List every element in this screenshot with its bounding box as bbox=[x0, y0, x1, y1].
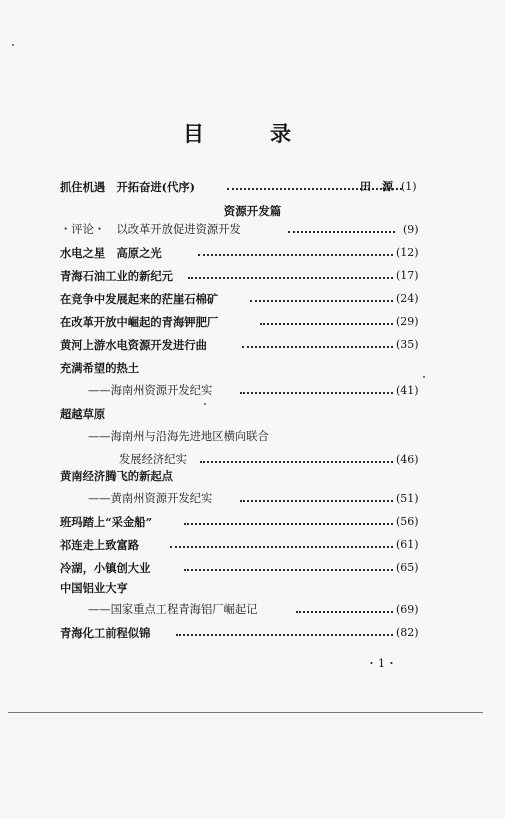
toc-entry bbox=[60, 560, 419, 576]
toc-entry-text: 青海石油工业的新纪元 bbox=[60, 269, 173, 283]
leader-dots bbox=[250, 286, 393, 302]
toc-entry-text: ——海南州与沿海先进地区横向联合 bbox=[88, 430, 269, 443]
toc-entry-text: ・评论・ 以改革开放促进资源开发 bbox=[60, 223, 241, 236]
toc-entry bbox=[60, 360, 398, 376]
toc-entry-text: ——国家重点工程青海铝厂崛起记 bbox=[88, 603, 258, 616]
toc-entry bbox=[60, 514, 419, 530]
toc-entry-page: (61) bbox=[396, 538, 419, 551]
toc-entry-page: (56) bbox=[396, 515, 419, 528]
toc-entry bbox=[60, 452, 419, 468]
scan-speck bbox=[12, 44, 14, 46]
section-heading: 资源开发篇 bbox=[223, 204, 282, 218]
leader-dots bbox=[288, 217, 395, 233]
toc-entry-page: (29) bbox=[396, 315, 419, 328]
leader-dots bbox=[296, 597, 393, 613]
toc-entry-text: 黄河上游水电资源开发进行曲 bbox=[60, 338, 207, 352]
leader-dots bbox=[170, 532, 393, 548]
leader-dots bbox=[184, 555, 393, 571]
toc-entry-text: 在改革开放中崛起的青海钾肥厂 bbox=[60, 315, 219, 329]
toc-entry bbox=[60, 468, 398, 484]
toc-entry-page: (46) bbox=[396, 453, 419, 466]
toc-entry-text: 充满希望的热土 bbox=[60, 361, 140, 375]
toc-entry bbox=[60, 291, 419, 307]
leader-dots bbox=[260, 309, 393, 325]
toc-entry bbox=[60, 580, 398, 596]
toc-entry-page: (35) bbox=[396, 338, 419, 351]
leader-dots bbox=[240, 378, 393, 394]
toc-entry-author: 田 源 bbox=[360, 180, 393, 193]
toc-entry bbox=[60, 625, 419, 641]
leader-dots bbox=[176, 620, 393, 636]
toc-entry-text: 超越草原 bbox=[60, 407, 106, 421]
toc-entry bbox=[60, 429, 398, 445]
toc-entry-text: ——黄南州资源开发纪实 bbox=[88, 492, 213, 505]
toc-entry bbox=[60, 337, 419, 353]
toc-entry-text: 中国铝业大亨 bbox=[60, 581, 128, 595]
toc-entry-page: (65) bbox=[396, 561, 419, 574]
title-char-1: 目 bbox=[183, 121, 206, 146]
toc-entry-text: 班玛踏上“采金船” bbox=[60, 515, 153, 529]
toc-entry-text: 冷湖，小镇创大业 bbox=[60, 561, 151, 575]
toc-entry-text: 水电之星 高原之光 bbox=[60, 246, 162, 260]
toc-entry bbox=[60, 602, 419, 618]
toc-entry-page: (82) bbox=[396, 626, 419, 639]
toc-entry-text: 青海化工前程似锦 bbox=[60, 626, 151, 640]
page-number: ・1・ bbox=[366, 657, 398, 670]
leader-dots bbox=[198, 240, 393, 256]
scan-speck bbox=[423, 376, 425, 378]
toc-entry-text: 祁连走上致富路 bbox=[60, 538, 140, 552]
toc-entry bbox=[60, 314, 419, 330]
toc-entry-page: (41) bbox=[396, 384, 419, 397]
leader-dots bbox=[242, 332, 393, 348]
toc-entry-text: ——海南州资源开发纪实 bbox=[88, 384, 213, 397]
toc-entry bbox=[60, 491, 419, 507]
leader-dots bbox=[184, 509, 393, 525]
toc-entry bbox=[60, 222, 419, 238]
scan-speck bbox=[204, 403, 206, 405]
toc-entry bbox=[60, 383, 419, 399]
toc-entry-page: (24) bbox=[396, 292, 419, 305]
toc-entry-text: 抓住机遇 开拓奋进(代序) bbox=[60, 180, 195, 194]
toc-entry bbox=[60, 537, 419, 553]
toc-entry-text: 发展经济纪实 bbox=[119, 453, 187, 466]
toc-entry-page: (1) bbox=[401, 180, 417, 193]
toc-entry-text: 在竞争中发展起来的茫崖石棉矿 bbox=[60, 292, 219, 306]
toc-entry-preface bbox=[60, 179, 417, 195]
leader-dots bbox=[240, 486, 393, 502]
leader-dots bbox=[188, 263, 393, 279]
toc-entry-page: (51) bbox=[396, 492, 419, 505]
toc-entry bbox=[60, 406, 398, 422]
title-char-2: 录 bbox=[270, 121, 293, 146]
toc-entry-page: (17) bbox=[396, 269, 419, 282]
toc-entry-text: 黄南经济腾飞的新起点 bbox=[60, 469, 173, 483]
toc-entry bbox=[60, 245, 419, 261]
leader-dots bbox=[200, 447, 393, 463]
scan-edge-line bbox=[8, 712, 483, 713]
toc-entry bbox=[60, 268, 419, 284]
toc-entry-page: (9) bbox=[403, 223, 419, 236]
toc-entry-page: (12) bbox=[396, 246, 419, 259]
toc-entry-page: (69) bbox=[396, 603, 419, 616]
